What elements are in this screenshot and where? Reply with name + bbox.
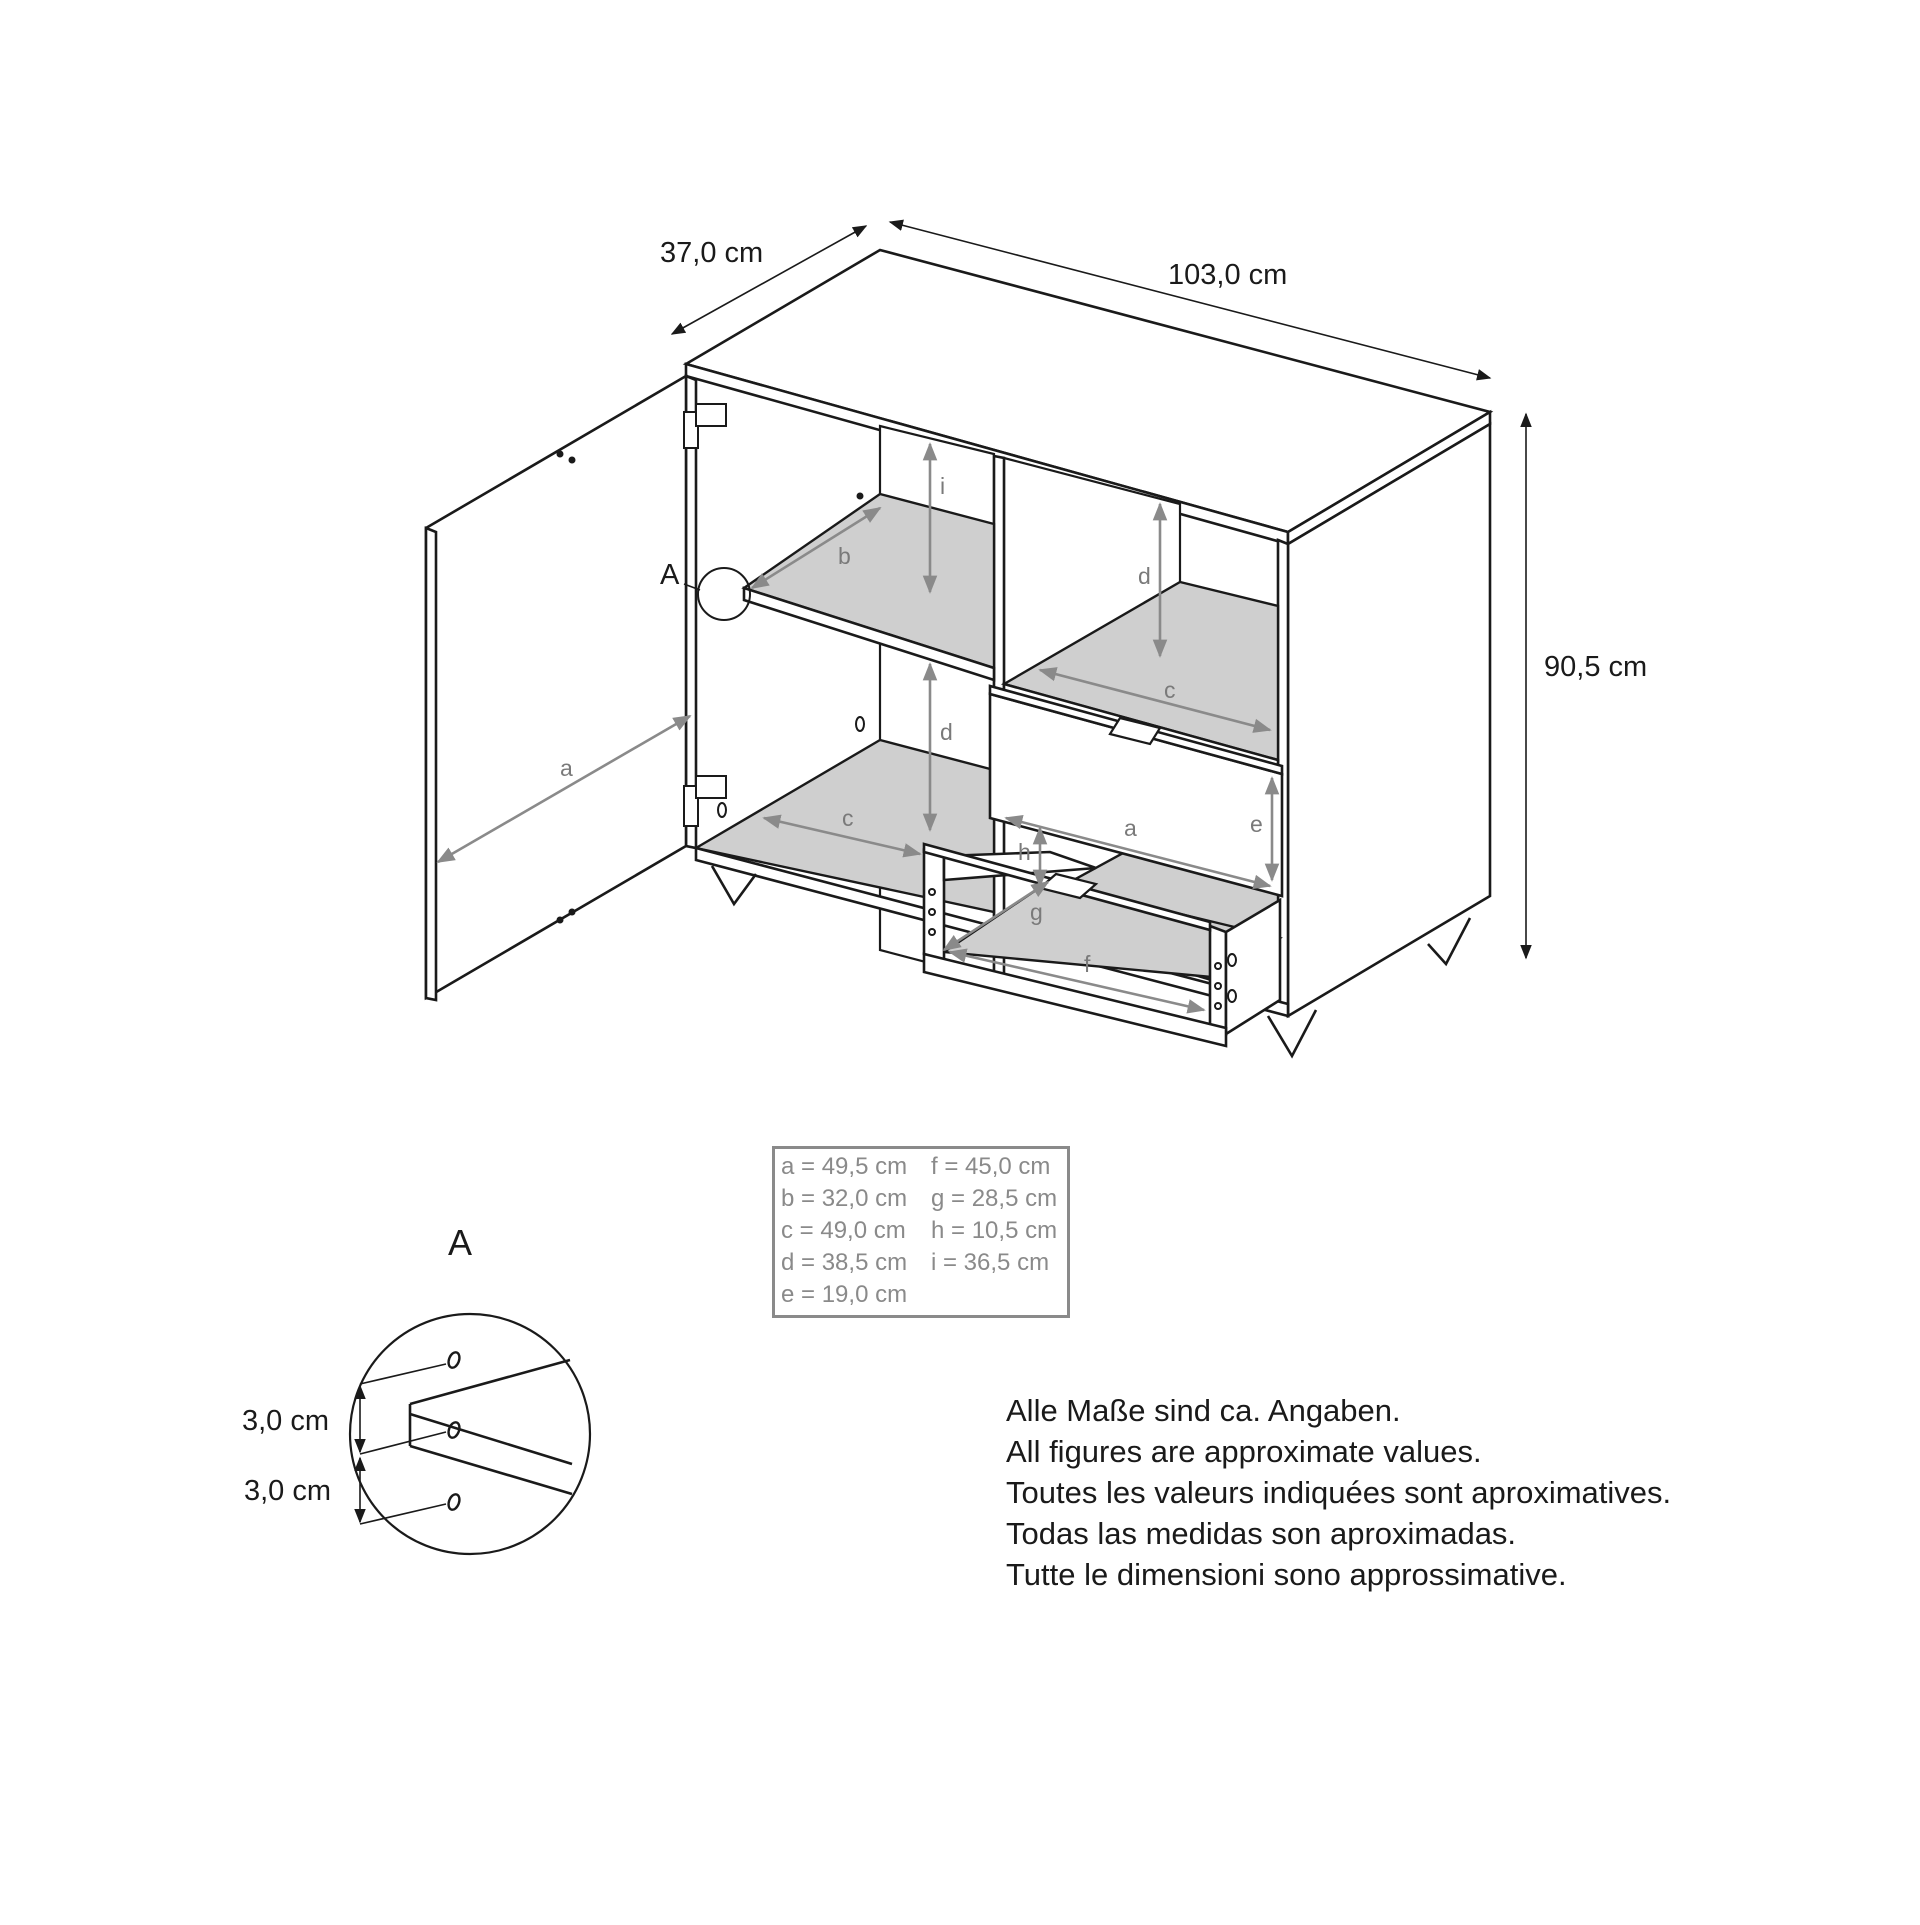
letter-d-right: d — [1138, 563, 1151, 589]
letter-h: h — [1018, 839, 1031, 865]
letter-a-drawer: a — [1124, 815, 1137, 841]
open-door — [426, 376, 686, 998]
legend-cell: a = 49,5 cm — [781, 1153, 908, 1180]
open-door-edge — [426, 528, 436, 1000]
legend-cell: e = 19,0 cm — [781, 1281, 908, 1308]
middle-leg — [1268, 1010, 1316, 1056]
note-es: Todas las medidas son aproximadas. — [1006, 1516, 1517, 1551]
note-it: Tutte le dimensioni sono approssimative. — [1006, 1557, 1567, 1592]
legend-cell: h = 10,5 cm — [931, 1217, 1058, 1244]
lower-drawer-left-side — [924, 850, 944, 960]
note-en: All figures are approximate values. — [1006, 1434, 1482, 1469]
detail-spacing-bottom: 3,0 cm — [244, 1475, 332, 1507]
letter-d-left: d — [940, 719, 953, 745]
legend-row — [781, 1183, 1067, 1215]
legend-cell: f = 45,0 cm — [931, 1153, 1051, 1180]
detail-marker-letter: A — [660, 559, 680, 591]
letter-c-right: c — [1164, 677, 1176, 703]
legend-cell: c = 49,0 cm — [781, 1217, 906, 1244]
legend-row — [781, 1247, 1067, 1279]
legend-cell: b = 32,0 cm — [781, 1185, 908, 1212]
legend-row — [781, 1151, 1067, 1183]
note-fr: Toutes les valeurs indiquées sont aproximatives. — [1006, 1475, 1672, 1510]
legend-cell: d = 38,5 cm — [781, 1249, 908, 1276]
height-label: 90,5 cm — [1544, 651, 1648, 683]
depth-label: 37,0 cm — [660, 237, 764, 269]
measurement-legend — [772, 1146, 1070, 1318]
letter-i: i — [940, 473, 946, 499]
legend-row — [781, 1279, 1067, 1311]
letter-a-door: a — [560, 755, 573, 781]
left-upper-shelf — [744, 494, 994, 668]
lower-drawer-right-side — [1210, 926, 1226, 1034]
detail-marker-circle — [698, 568, 750, 620]
detail-spacing-top: 3,0 cm — [242, 1405, 330, 1437]
width-label: 103,0 cm — [1168, 259, 1288, 291]
letter-e: e — [1250, 811, 1263, 837]
letter-b: b — [838, 543, 851, 569]
legend-cell: g = 28,5 cm — [931, 1185, 1058, 1212]
legend-row — [781, 1215, 1067, 1247]
legend-cell: i = 36,5 cm — [931, 1249, 1050, 1276]
letter-c-left: c — [842, 805, 854, 831]
letter-g: g — [1030, 899, 1043, 925]
detail-title: A — [448, 1222, 473, 1263]
detail-a-view — [350, 1314, 590, 1554]
approximation-notes — [1006, 1390, 1671, 1595]
note-de: Alle Maße sind ca. Angaben. — [1006, 1393, 1401, 1428]
letter-f: f — [1084, 951, 1091, 977]
